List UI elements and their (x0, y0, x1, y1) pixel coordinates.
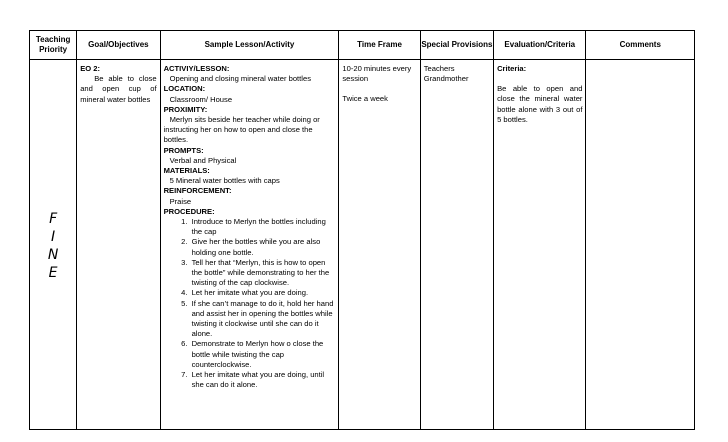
procedure-list (164, 217, 336, 390)
reinforcement-label: REINFORCEMENT: (163, 186, 232, 196)
header-time-frame: Time Frame (339, 31, 420, 60)
goal-text: Be able to close and open cup of mineral water bottles (80, 74, 157, 104)
header-goal-objectives: Goal/Objectives (77, 31, 160, 60)
provisions-text: Teachers Grandmother (423, 64, 469, 84)
procedure-step: 4. Let her imitate what you are doing. (190, 288, 336, 298)
location-text: Classroom/ House (169, 94, 233, 104)
time-frame-frequency: Twice a week (342, 94, 388, 104)
priority-letter: F (49, 211, 58, 227)
priority-letter: E (48, 265, 58, 281)
header-row (30, 31, 695, 60)
procedure-step: 7. Let her imitate what you are doing, until she can do it alone. (190, 370, 336, 390)
activity-label: ACTIVIY/LESSON: (163, 64, 230, 73)
time-frame-duration: 10-20 minutes every session (342, 64, 412, 84)
lesson-plan-table (29, 30, 695, 430)
header-teaching-priority: Teaching Priority (30, 31, 77, 60)
time-frame-cell (339, 60, 420, 430)
location-label: LOCATION: (163, 84, 206, 94)
criteria-label: Criteria: (497, 64, 527, 73)
priority-letters (30, 210, 76, 282)
procedure-step: 5. If she can’t manage to do it, hold her hand and assist her in opening the bottles while twisting it clockwise until she can do it alone. (190, 299, 336, 340)
procedure-step: 2. Give her the bottles while you are also holding one bottle. (190, 237, 336, 257)
priority-letter: I (51, 229, 56, 245)
prompts-label: PROMPTS: (163, 145, 204, 155)
procedure-step: 6. Demonstrate to Merlyn how o close the bottle while twisting the cap counterclockwise. (190, 339, 336, 370)
lesson-cell (160, 60, 339, 430)
header-special-provisions: Special Provisions (420, 31, 493, 60)
provisions-cell (420, 60, 493, 430)
priority-cell (30, 60, 77, 430)
header-evaluation-criteria: Evaluation/Criteria (494, 31, 586, 60)
goal-label: EO 2: (80, 64, 101, 73)
proximity-text: Merlyn sits beside her teacher while doing or instructing her on how to open and close the bottles. (163, 115, 320, 145)
criteria-text: Be able to open and close the mineral water bottle alone with 3 out of 5 bottles. (497, 84, 583, 124)
procedure-label: PROCEDURE: (163, 206, 215, 216)
procedure-step: 1. Introduce to Merlyn the bottles including the cap (190, 217, 336, 237)
content-row (30, 60, 695, 430)
comments-cell (586, 60, 695, 430)
materials-text: 5 Mineral water bottles with caps (169, 176, 280, 186)
goal-cell (77, 60, 160, 430)
header-comments: Comments (586, 31, 695, 60)
header-sample-lesson: Sample Lesson/Activity (160, 31, 339, 60)
priority-letter: N (47, 247, 59, 263)
prompts-text: Verbal and Physical (169, 155, 237, 165)
evaluation-cell (494, 60, 586, 430)
comments-text (586, 60, 694, 64)
activity-text: Opening and closing mineral water bottles (169, 74, 311, 84)
materials-label: MATERIALS: (163, 166, 210, 176)
proximity-label: PROXIMITY: (163, 104, 208, 114)
procedure-step: 3. Tell her that “Merlyn, this is how to open the bottle” while demonstrating to her the twisting of the cap clockwise. (190, 258, 336, 289)
reinforcement-text: Praise (169, 196, 192, 206)
